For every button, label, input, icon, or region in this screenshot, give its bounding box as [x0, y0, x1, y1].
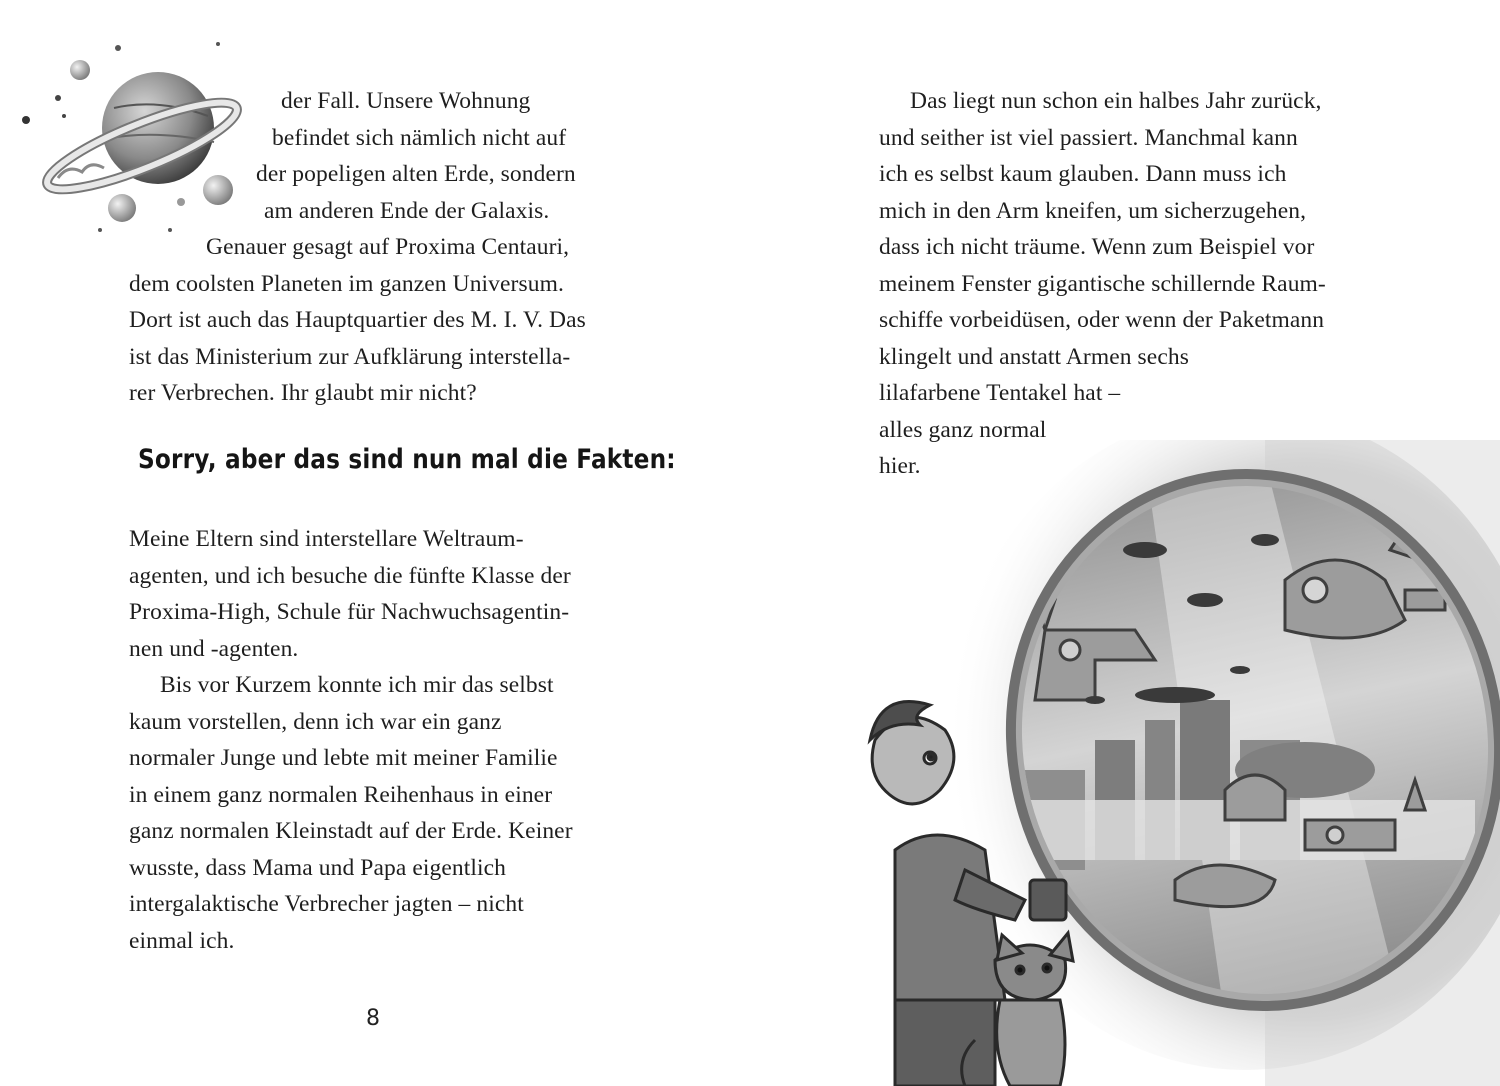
body-line: wusste, dass Mama und Papa eigentlich [129, 855, 507, 881]
body-line: kaum vorstellen, denn ich war ein ganz [129, 709, 502, 735]
body-line: agenten, und ich besuche die fünfte Klasse der [129, 563, 571, 589]
body-line: nen und -agenten. [129, 636, 299, 662]
right-line: mich in den Arm kneifen, um sicherzugehen, [879, 198, 1307, 224]
body-line: Proxima-High, Schule für Nachwuchsagentin- [129, 599, 570, 625]
body-line: normaler Junge und lebte mit meiner Familie [129, 745, 558, 771]
body-line: ganz normalen Kleinstadt auf der Erde. Keiner [129, 818, 573, 844]
intro-line: Dort ist auch das Hauptquartier des M. I. V. Das [129, 307, 586, 333]
right-line: schiffe vorbeidüsen, oder wenn der Paketmann [879, 307, 1325, 333]
body-line: Meine Eltern sind interstellare Weltraum- [129, 526, 524, 552]
intro-line: befindet sich nämlich nicht auf [272, 125, 567, 151]
body-line: in einem ganz normalen Reihenhaus in einer [129, 782, 553, 808]
right-line: lilafarbene Tentakel hat – [879, 380, 1121, 406]
right-line: und seither ist viel passiert. Manchmal kann [879, 125, 1298, 151]
body-line: intergalaktische Verbrecher jagten – nicht [129, 891, 524, 917]
page-number: 8 [366, 1006, 380, 1031]
intro-line: Genauer gesagt auf Proxima Centauri, [206, 234, 570, 260]
body-line: einmal ich. [129, 928, 235, 954]
right-line: meinem Fenster gigantische schillernde Raum- [879, 271, 1326, 297]
intro-line: rer Verbrechen. Ihr glaubt mir nicht? [129, 380, 477, 406]
intro-line: dem coolsten Planeten im ganzen Universum. [129, 271, 564, 297]
right-line: ich es selbst kaum glauben. Dann muss ich [879, 161, 1287, 187]
intro-line: der popeligen alten Erde, sondern [256, 161, 576, 187]
intro-line: am anderen Ende der Galaxis. [264, 198, 550, 224]
body-line: Bis vor Kurzem konnte ich mir das selbst [160, 672, 554, 698]
planet-illustration [18, 38, 248, 238]
intro-line: der Fall. Unsere Wohnung [281, 88, 531, 114]
right-line: klingelt und anstatt Armen sechs [879, 344, 1189, 370]
section-heading: Sorry, aber das sind nun mal die Fakten: [138, 444, 676, 475]
right-line: dass ich nicht träume. Wenn zum Beispiel vor [879, 234, 1315, 260]
right-line: Das liegt nun schon ein halbes Jahr zurück, [910, 88, 1322, 114]
intro-line: ist das Ministerium zur Aufklärung interstella- [129, 344, 571, 370]
right-line: alles ganz normal [879, 417, 1047, 443]
right-line: hier. [879, 453, 921, 479]
boy-cat-window-spaceships-illustration [845, 440, 1500, 1086]
